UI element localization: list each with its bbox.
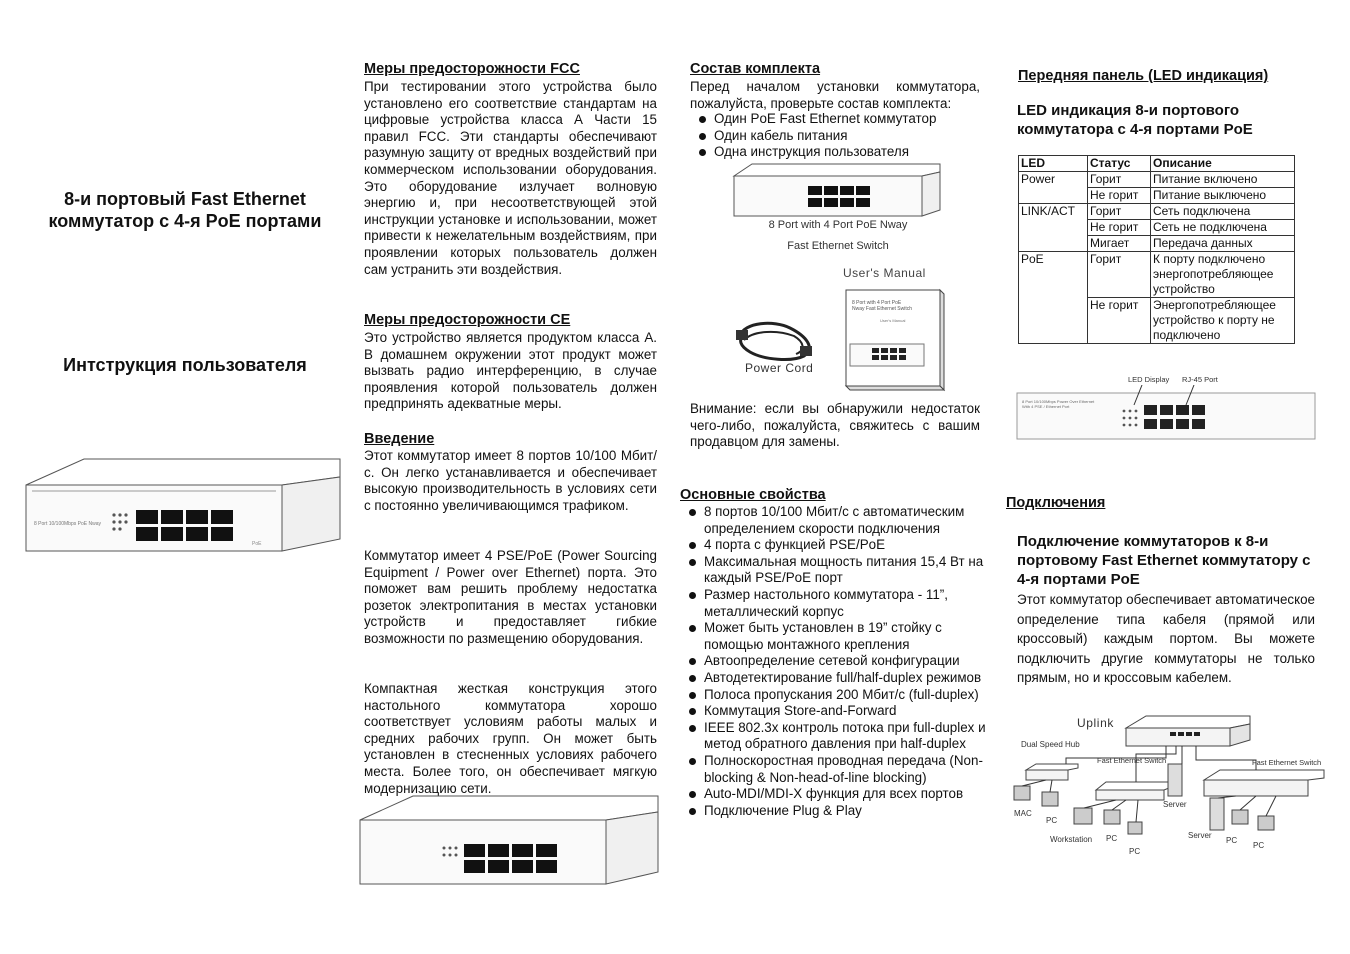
intro-paragraph-3: Компактная жесткая конструкция этого настольного коммутатора хорошо соответствует условиям работы малых и средних рабочих групп. Он может быть установлен в стесненных условиях рабочего места. Более того, он обеспечивает мягкую модернизацию сети. — [364, 681, 657, 796]
table-cell: PoE — [1019, 252, 1088, 344]
table-cell: К порту подключено энергопотребляющее устройство — [1151, 252, 1295, 298]
diagram-server1-label: Server — [1163, 800, 1187, 809]
list-item: Может быть установлен в 19” стойку с помощью монтажного крепления — [686, 620, 988, 653]
table-cell: Мигает — [1088, 236, 1151, 252]
table-cell: Не горит — [1088, 298, 1151, 344]
table-cell: Сеть подключена — [1151, 204, 1295, 220]
list-item: Максимальная мощность питания 15,4 Вт на каждый PSE/PoE порт — [686, 554, 988, 587]
switch-illustration-cover — [24, 455, 344, 565]
power-cord-image — [734, 318, 820, 364]
features-heading: Основные свойства — [680, 487, 826, 503]
front-panel-image — [1016, 385, 1318, 441]
switch-illustration-small — [358, 792, 663, 892]
panel-rj45-label: RJ-45 Port — [1182, 375, 1218, 384]
svg-text:8 Port 10/100Mbps PoE Nway: 8 Port 10/100Mbps PoE Nway — [34, 521, 101, 527]
svg-text:PoE: PoE — [252, 541, 262, 547]
connections-subheading: Подключение коммутаторов к 8-и портовому Fast Ethernet коммутатору с 4-я портами PoE — [1017, 533, 1311, 588]
list-item: 4 порта с функцией PSE/PoE — [686, 537, 988, 554]
power-cord-label: Power Cord — [745, 361, 814, 375]
svg-text:Nway Fast Ethernet Switch: Nway Fast Ethernet Switch — [852, 306, 913, 312]
table-row — [1019, 252, 1295, 298]
table-cell: Не горит — [1088, 188, 1151, 204]
panel-led-label: LED Display — [1128, 375, 1170, 384]
table-cell: Сеть не подключена — [1151, 220, 1295, 236]
list-item: 8 портов 10/100 Мбит/с с автоматическим определением скорости подключения — [686, 504, 988, 537]
kit-switch-label-1: 8 Port with 4 Port PoE Nway — [768, 219, 908, 231]
manual-image — [836, 286, 948, 396]
table-cell: Горит — [1088, 252, 1151, 298]
diagram-server2-label: Server — [1188, 831, 1212, 840]
list-item: Автоопределение сетевой конфигурации — [686, 653, 988, 670]
document-title: 8-и портовый Fast Ethernet коммутатор с 4-я PoE портами — [48, 189, 322, 231]
table-cell: Power — [1019, 172, 1088, 204]
kit-heading: Состав комплекта — [690, 61, 821, 77]
list-item: Один PoE Fast Ethernet коммутатор — [696, 111, 986, 128]
document-subtitle: Интструкция пользователя — [63, 355, 307, 375]
diagram-pc-label: PC — [1106, 834, 1118, 843]
table-cell: Питание выключено — [1151, 188, 1295, 204]
diagram-pc-label: PC — [1253, 841, 1265, 850]
table-header-status: Статус — [1088, 156, 1151, 172]
features-list — [686, 504, 988, 819]
list-item: Коммутация Store-and-Forward — [686, 703, 988, 720]
ce-heading: Меры предосторожности CE — [364, 312, 571, 328]
diagram-pc-label: PC — [1226, 836, 1238, 845]
list-item: Подключение Plug & Play — [686, 803, 988, 820]
list-item: Один кабель питания — [696, 128, 986, 145]
diagram-workstation-label: Workstation — [1050, 835, 1093, 844]
table-header-row — [1019, 156, 1295, 172]
svg-text:User's Manual: User's Manual — [880, 318, 906, 323]
svg-text:8 Port 10/100Mbps Power Over E: 8 Port 10/100Mbps Power Over Ethernet — [1022, 399, 1095, 404]
list-item: Полоса пропускания 200 Мбит/с (full-duplex) — [686, 687, 988, 704]
table-header-led: LED — [1019, 156, 1088, 172]
front-panel-heading: Передняя панель (LED индикация) — [1018, 68, 1269, 84]
kit-list — [696, 111, 986, 161]
table-cell: Энергопотребляющее устройство к порту не подключено — [1151, 298, 1295, 344]
svg-text:With 4 PSE / Ethernet Port: With 4 PSE / Ethernet Port — [1022, 404, 1070, 409]
connections-text: Этот коммутатор обеспечивает автоматическое определение типа кабеля (прямой или кроссовый) каждым портом. Вы можете подключить другие коммутаторы не только прямым, но и кроссовым кабелем. — [1017, 592, 1315, 685]
attention-note: Внимание: если вы обнаружили недостаток чего-либо, пожалуйста, свяжитесь с вашим продавцом для замены. — [690, 401, 980, 450]
svg-text:8 Port with 4 Port PoE: 8 Port with 4 Port PoE — [852, 300, 902, 306]
table-cell: Горит — [1088, 204, 1151, 220]
diagram-hub-label: Dual Speed Hub — [1021, 740, 1080, 749]
kit-intro: Перед началом установки коммутатора, пожалуйста, проверьте состав комплекта: — [690, 79, 980, 111]
fcc-heading: Меры предосторожности FCC — [364, 61, 580, 77]
table-cell: Передача данных — [1151, 236, 1295, 252]
diagram-uplink-label: Uplink — [1077, 716, 1114, 730]
led-table — [1018, 155, 1295, 344]
table-cell: LINK/ACT — [1019, 204, 1088, 252]
list-item: Автодетектирование full/half-duplex режимов — [686, 670, 988, 687]
intro-paragraph-2: Коммутатор имеет 4 PSE/PoE (Power Sourcing Equipment / Power over Ethernet) порта. Это поможет вам решить проблему недостатка розеток электропитания в местах установки устройств и предоставляет гибкие возможности по размещению оборудования. — [364, 548, 657, 646]
intro-heading: Введение — [364, 431, 435, 447]
list-item: Одна инструкция пользователя — [696, 144, 986, 161]
ce-text: Это устройство является продуктом класса А. В домашнем окружении этот продукт может вызвать радио интерференцию, в случае проявления которой пользователь должен предпринять адекватные меры. — [364, 330, 657, 412]
led-subheading: LED индикация 8-и портового коммутатора с 4-я портами PoE — [1017, 102, 1253, 138]
connections-heading: Подключения — [1006, 495, 1106, 511]
diagram-pc-label: PC — [1046, 816, 1058, 825]
diagram-mac-label: MAC — [1014, 809, 1032, 818]
table-cell: Не горит — [1088, 220, 1151, 236]
fcc-text: При тестировании этого устройства было установлено его соответствие стандартам на цифровые устройства класса А Части 15 правил FCC. Эти стандарты обеспечивают разумную защиту от вредных воздействий при коммерческом использовании оборудования. Это оборудование излучает волновую энергию и, при несоответствующей этой инструкции установке и использовании, может привести к нежелательным воздействиям, при проявлении которых пользователь должен сам устранить эти воздействия. — [364, 79, 657, 277]
list-item: Auto-MDI/MDI-X функция для всех портов — [686, 786, 988, 803]
list-item: Размер настольного коммутатора - 11”, металлический корпус — [686, 587, 988, 620]
diagram-switch1-label: Fast Ethernet Switch — [1097, 756, 1167, 765]
intro-paragraph-1: Этот коммутатор имеет 8 портов 10/100 Мбит/с. Он легко устанавливается и обеспечивает высокую производительность в условиях сети с постоянно увеличивающимся трафиком. — [364, 448, 657, 513]
table-header-description: Описание — [1151, 156, 1295, 172]
diagram-pc-label: PC — [1129, 847, 1141, 856]
list-item: IEEE 802.3x контроль потока при full-duplex и метод обратного давления при half-duplex — [686, 720, 988, 753]
manual-label: User's Manual — [843, 266, 926, 280]
table-cell: Горит — [1088, 172, 1151, 188]
table-cell: Питание включено — [1151, 172, 1295, 188]
diagram-switch2-label: Fast Ethernet Switch — [1252, 758, 1322, 767]
kit-switch-image — [732, 162, 944, 220]
table-row — [1019, 204, 1295, 220]
table-row — [1019, 172, 1295, 188]
kit-switch-label-2: Fast Ethernet Switch — [787, 240, 889, 252]
list-item: Полноскоростная проводная передача (Non-blocking & Non-head-of-line blocking) — [686, 753, 988, 786]
